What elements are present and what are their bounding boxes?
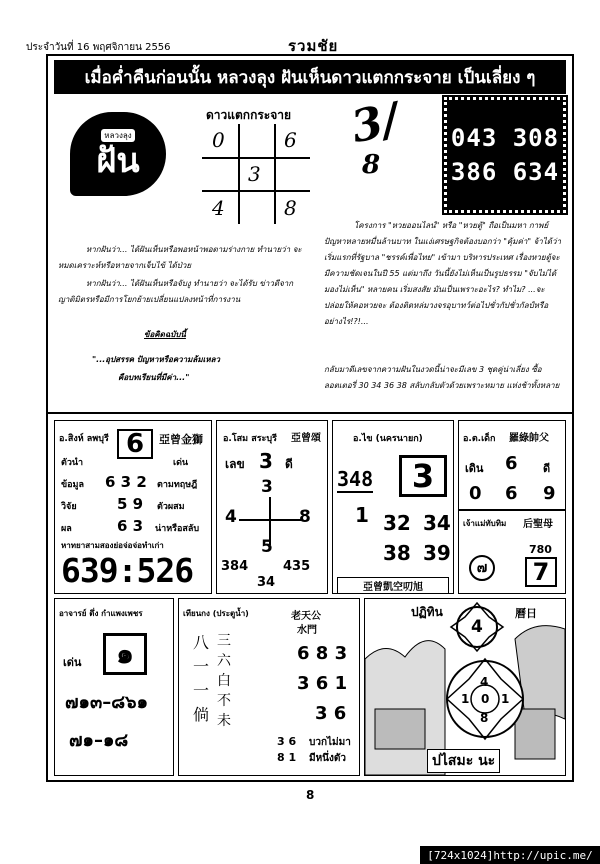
box-tiankong-label: เทียนกง (ประตูน้ำ) (183, 609, 249, 618)
grid-cell-bottom-left: 4 (212, 196, 225, 220)
box-dek-row2-c: 9 (543, 483, 556, 504)
star-grid (202, 124, 310, 224)
box-tiankong-col2 (217, 631, 231, 731)
wheel-left: 1 (461, 692, 470, 706)
left-paragraph-2: หากฝันว่า... ได้ฝันเห็นหรือจับงู ทำนายว่า จะได้รับ ข่าวดีจากญาติมิตรหรือมีการโยกย้ายเปลี่ยนแปลงหน้าที่การงาน (58, 279, 294, 304)
box-singh-big-number: 6 (117, 429, 153, 459)
box-tiankong-footer1-text: บวกไม่มา (309, 737, 351, 748)
wheel-center: 0 (481, 692, 490, 706)
chinese-char: 不 (217, 693, 231, 709)
cross-top: 3 (261, 477, 273, 497)
box-tiankong-footer1-num: 3 6 (277, 735, 297, 748)
cross-left: 4 (225, 507, 237, 527)
box-khai-pair-1: 32 (383, 511, 411, 535)
box-calendar (364, 598, 566, 776)
box-tueng-top-label: เด่น (63, 656, 82, 669)
box-som-lekh: เลข (225, 457, 245, 471)
box-khai (332, 420, 454, 594)
box-dek-label: อ.ต.เด็ก (463, 434, 496, 444)
box-som-dee: ดี (285, 457, 293, 471)
watermark: [724x1024]http://upic.me/ (420, 846, 600, 864)
box-tubtim-circle: ๗ (469, 555, 495, 581)
issue-date: ประจำวันที่ 16 พฤศจิกายน 2556 (26, 42, 171, 53)
chinese-char: 八 (193, 633, 210, 652)
box-som-bottom-left: 384 (221, 559, 249, 574)
handwritten-bottom: 8 (362, 150, 381, 180)
cross-bottom: 5 (261, 537, 273, 557)
calendar-title: ปฏิทิน (411, 605, 443, 619)
wheel-top: 4 (480, 675, 489, 689)
chinese-char: 未 (217, 713, 231, 729)
box-khai-348: 348 (337, 467, 374, 491)
right-paragraph-1: โครงการ "หวยออนไลน์" หรือ "หวยตู้" ถือเป็นมหา กาพย์ปัญหาหลายหมื่นล้านบาท ในแง่เศรษฐกิจต้องบอกว่า "คุ้มค่า" จ้าได้ว่าเริ่มแรกที่รัฐบาล "ชรรค์เพื่อไทย" เข้ามา บริหารประเทศ เรื่องหวยตู้จะมีความชัดเจนในปี 55 แต่มาถึง วันนี้ยังไม่เห็นเป็นรูปธรรม "จับไม่ได้มองไม่เห็น" หลายคน เริ่มสงสัย มันเป็นเพราะอะไร? ทำไม? ...จะปล่อยให้คอหวยจะ ต้องติดหล่มวงจรอุบาทว์ต่อไปชั่วกัปชั่วกัลป์หรืออย่างไร!?!... (324, 221, 561, 326)
box-tueng-big-number: ๑ (103, 633, 147, 675)
box-dek-row1-num: 6 (505, 453, 518, 474)
quote-title: ข้อคิดฉบับนี้ (144, 330, 186, 339)
cross-horizontal (239, 519, 301, 521)
calendar-footer: ปไสมะ นะ (427, 749, 500, 773)
box-khai-pair-2: 34 (423, 511, 451, 535)
lucky-number-2: 386 634 (450, 158, 560, 186)
box-tiankong-col1 (193, 631, 209, 727)
grid-cell-top-left: 0 (212, 128, 225, 152)
box-tiankong-chinese-title: 老天公 (291, 611, 321, 622)
grid-cell-center: 3 (248, 162, 261, 186)
box-singh-label: อ.สิงห์ ลพบุรี (59, 434, 109, 444)
box-som-chinese: 亞曾頌 (291, 433, 321, 444)
box-singh-chinese: 亞曾金獅 (159, 433, 203, 446)
left-paragraph-1: หากฝันว่า... ได้ฝันเห็นหรือพอหน้าพอตามร่างกาย ทำนายว่า จะหมดเคราะห์หรือหายจากเจ็บไข้ ได้ป่วย (58, 245, 302, 270)
chinese-char: 六 (217, 653, 231, 669)
box-dek-row2-a: 0 (469, 483, 482, 504)
box-tiankong-footer2-num: 8 1 (277, 751, 297, 764)
box-singh-footer: หาทยาสามสองย่อจ่อจ่อทำเก่า (61, 541, 164, 550)
chinese-char: 白 (217, 673, 231, 689)
box-tubtim-chinese: 后聖母 (523, 519, 553, 530)
box-khai-label: อ.ไข (นครนายก) (353, 434, 423, 444)
box-khai-pair-3: 38 (383, 541, 411, 565)
box-tiankong-num-2: 3 6 1 (297, 673, 348, 694)
chinese-char: 一 (193, 681, 210, 700)
box-som-bottom-mid: 34 (257, 575, 276, 590)
box-tueng-line1: ๗๑๓–๘๖๑ (65, 692, 149, 713)
box-singh-result: 639:526 (61, 551, 194, 590)
box-tiankong-num-1: 6 8 3 (297, 643, 348, 664)
calendar-chinese: 曆日 (515, 607, 537, 620)
box-khai-chinese: 亞曾凱空叨旭 (337, 577, 449, 594)
box-dek-row2-b: 6 (505, 483, 518, 504)
handwritten-top: 3/ (347, 93, 404, 154)
box-singh-row1-num: 6 3 2 (105, 473, 147, 491)
box-singh-row1-name: ข้อมูล (61, 480, 85, 490)
box-tubtim (458, 510, 566, 594)
section-divider (46, 412, 574, 414)
star-grid-title: ดาวแตกกระจาย (206, 108, 292, 122)
right-paragraph-2: กลับมาดีเลขจากความฝันในงวดนี้น่าจะมีเลข 3 ชุดคู่น่าเลี่ยง ซื้อลอตเตอรี่ 30 34 36 38 สลับกลับตัวด้วยเพราะหมาย แห่งช้าทั้งหลาย (324, 365, 560, 390)
box-singh-row3-name: ผล (61, 524, 72, 534)
chinese-char: 三 (217, 633, 231, 649)
box-singh-row3-note: น่าหรือสลับ (155, 524, 200, 534)
chinese-char: 一 (193, 657, 210, 676)
box-khai-one: 1 (355, 503, 369, 527)
box-singh-top-label: เด่น (173, 458, 189, 468)
lucky-number-1: 043 308 (450, 124, 560, 152)
calendar-top-number: 4 (471, 617, 483, 637)
box-som-label: อ.โสม สระบุรี (223, 434, 277, 444)
grid-cell-top-right: 6 (284, 128, 297, 152)
box-som-bottom-right: 435 (283, 559, 311, 574)
box-singh-row2-name: วิจัย (61, 502, 77, 512)
box-dek (458, 420, 566, 510)
box-singh-row3-num: 6 3 (117, 517, 144, 535)
quote-line-2: คือบทเรียนที่มีค่า..." (118, 373, 190, 382)
quote-line-1: "...อุปสรรค ปัญหาหรือความล้มเหลว (92, 355, 221, 364)
box-khai-big-number: 3 (399, 455, 447, 497)
box-tiankong (178, 598, 360, 776)
box-singh (54, 420, 212, 594)
grid-cell-bottom-right: 8 (284, 196, 297, 220)
wheel-right: 1 (501, 692, 510, 706)
box-tubtim-780: 780 (529, 543, 552, 556)
dream-logo-small: หลวงลุง (101, 129, 134, 142)
publication-logo: รวมชัย (288, 37, 339, 55)
dream-logo-big: ฝัน (96, 140, 140, 181)
box-tueng-line2: ๗๑–๑๘ (69, 730, 129, 751)
wheel-bottom: 8 (480, 711, 489, 725)
box-tubtim-label: เจ้าแม่ทับทิม (463, 519, 507, 528)
box-singh-row2-note: ตัวผสม (157, 502, 185, 512)
box-som (216, 420, 328, 594)
chinese-char: 倘 (193, 705, 210, 724)
box-tiankong-chinese-sub: 水門 (297, 625, 317, 636)
box-tueng (54, 598, 174, 776)
box-som-big-number: 3 (259, 449, 273, 473)
cross-right: 8 (299, 507, 311, 527)
box-dek-row1-end: ดี (543, 462, 551, 475)
box-singh-lead-label: ตัวนำ (61, 458, 84, 468)
lucky-number-box (444, 97, 566, 213)
top-banner: เมื่อค่ำคืนก่อนนั้น หลวงลุง ฝันเห็นดาวแตกกระจาย เป็นเลี่ยง ๆ (54, 60, 566, 94)
box-tiankong-num-3: 3 6 (315, 703, 347, 724)
box-tueng-label: อาจารย์ ตึ่ง กำแพงเพชร (59, 609, 143, 618)
page-number: 8 (306, 788, 315, 802)
box-tiankong-footer2-text: มีหนึ่งตัว (309, 753, 347, 764)
box-khai-pair-4: 39 (423, 541, 451, 565)
box-dek-row1-label: เดิน (465, 462, 484, 475)
box-dek-chinese: 羅綠帥父 (509, 433, 549, 444)
dream-logo (70, 112, 166, 196)
box-singh-row2-num: 5 9 (117, 495, 144, 513)
box-singh-row1-note: ตามทฤษฎี (157, 480, 198, 490)
box-tubtim-big-number: 7 (525, 557, 557, 587)
